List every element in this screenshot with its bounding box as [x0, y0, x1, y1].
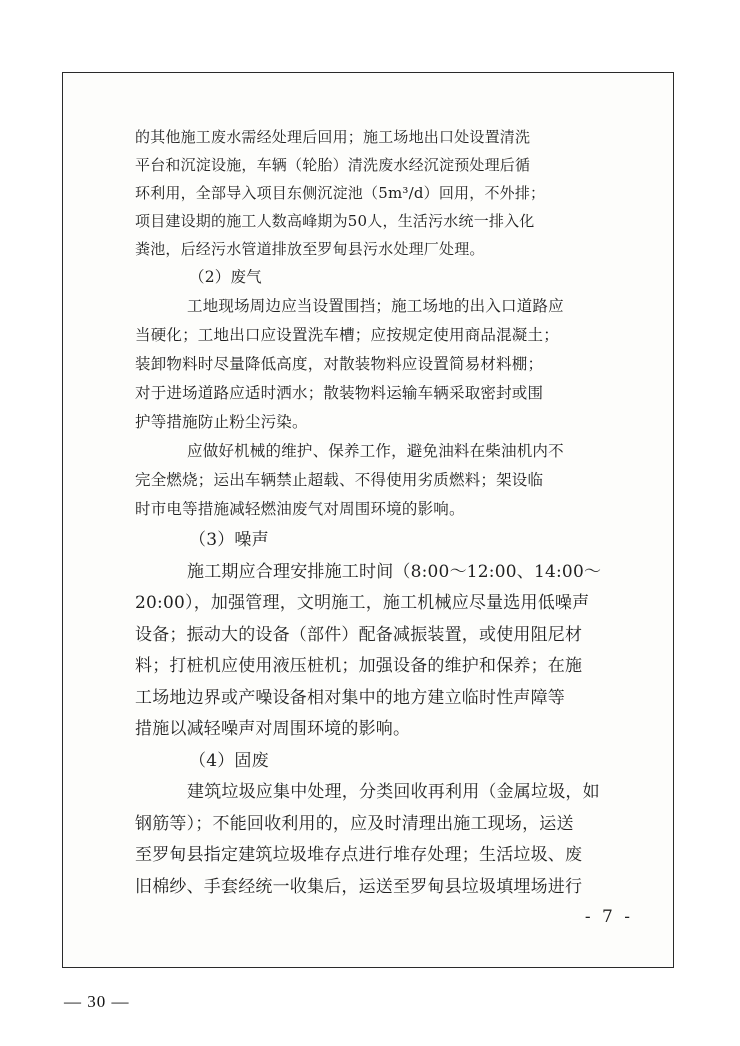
paragraph-line: 20:00），加强管理，文明施工，施工机械应尽量选用低噪声 — [135, 593, 590, 613]
section-heading-solid-waste: （4）固废 — [189, 750, 269, 771]
paragraph-line: 至罗甸县指定建筑垃圾堆存点进行堆存处理；生活垃圾、废 — [135, 845, 583, 865]
paragraph-line: 粪池，后经污水管道排放至罗甸县污水处理厂处理。 — [135, 240, 485, 258]
document-body — [135, 123, 605, 903]
paragraph-line: 设备；振动大的设备（部件）配备减振装置，或使用阻尼材 — [135, 624, 583, 645]
section-noise — [135, 525, 605, 746]
paragraph-line: 装卸物料时尽量降低高度，对散装物料应设置简易材料棚； — [135, 355, 544, 373]
paragraph-line: 对于进场道路应适时洒水；散装物料运输车辆采取密封或围 — [135, 384, 544, 402]
paragraph-line: 时市电等措施减轻燃油废气对周围环境的影响。 — [135, 500, 465, 518]
paragraph-line: 应做好机械的维护、保养工作，避免油料在柴油机内不 — [187, 442, 564, 460]
paragraph-line: 环利用，全部导入项目东侧沉淀池（5m³/d）回用，不外排； — [135, 184, 546, 202]
section-heading-exhaust: （2）废气 — [189, 268, 262, 286]
section-heading-noise: （3）噪声 — [189, 530, 269, 550]
paragraph-line: 项目建设期的施工人数高峰期为50人，生活污水统一排入化 — [135, 212, 535, 230]
section-wastewater-continued — [135, 123, 605, 263]
section-exhaust-gas — [135, 263, 605, 524]
paragraph-line: 护等措施防止粉尘污染。 — [135, 413, 308, 431]
paragraph-line: 旧棉纱、手套经统一收集后，运送至罗甸县垃圾填埋场进行 — [135, 876, 583, 897]
inner-page-number: - 7 - — [584, 907, 633, 927]
outer-page-number: — 30 — — [64, 992, 130, 1011]
paragraph-line: 施工期应合理安排施工时间（8:00～12:00、14:00～ — [187, 561, 602, 582]
paragraph-line: 措施以减轻噪声对周围环境的影响。 — [135, 719, 411, 739]
paragraph-line: 平台和沉淀设施，车辆（轮胎）清洗废水经沉淀预处理后循 — [135, 156, 531, 174]
paragraph-line: 工场地边界或产噪设备相对集中的地方建立临时性声障等 — [135, 687, 565, 708]
paragraph-line: 钢筋等）；不能回收利用的，应及时清理出施工现场，运送 — [135, 813, 574, 834]
paragraph-line: 建筑垃圾应集中处理，分类回收再利用（金属垃圾，如 — [187, 782, 600, 802]
paragraph-line: 工地现场周边应当设置围挡；施工场地的出入口道路应 — [187, 297, 564, 315]
scanned-page — [62, 72, 674, 968]
paragraph-line: 的其他施工废水需经处理后回用；施工场地出口处设置清洗 — [135, 128, 531, 146]
paragraph-line: 当硬化；工地出口应设置洗车槽；应按规定使用商品混凝土； — [135, 326, 559, 344]
paragraph-line: 料；打桩机应使用液压桩机；加强设备的维护和保养；在施 — [135, 656, 583, 676]
paragraph-line: 完全燃烧；运出车辆禁止超载、不得使用劣质燃料；架设临 — [135, 471, 544, 489]
section-solid-waste — [135, 746, 605, 904]
